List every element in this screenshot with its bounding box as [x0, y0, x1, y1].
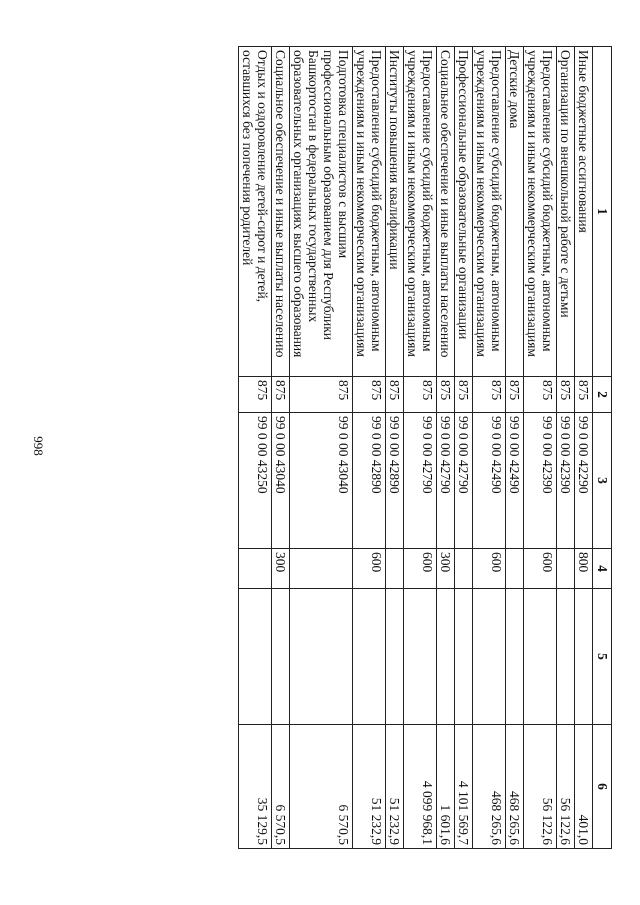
row-target-code: 99 0 00 42790	[404, 413, 437, 549]
row-amount: 6 570,5	[290, 725, 353, 849]
row-amount: 401,0	[575, 725, 593, 849]
header-col-4: 4	[593, 549, 612, 589]
row-target-code: 99 0 00 42790	[455, 413, 473, 549]
row-target-code: 99 0 00 42790	[437, 413, 455, 549]
row-ministry-code: 875	[575, 377, 593, 413]
row-ministry-code: 875	[524, 377, 557, 413]
row-target-code: 99 0 00 42390	[524, 413, 557, 549]
row-ministry-code: 875	[506, 377, 524, 413]
row-expense-type	[455, 549, 473, 589]
row-col-5	[575, 589, 593, 725]
table-row	[524, 47, 557, 849]
table-row	[272, 47, 290, 849]
row-expense-type: 300	[272, 549, 290, 589]
row-target-code: 99 0 00 42490	[506, 413, 524, 549]
row-target-code: 99 0 00 42390	[557, 413, 575, 549]
row-target-code: 99 0 00 43040	[272, 413, 290, 549]
row-col-5	[524, 589, 557, 725]
row-col-5	[437, 589, 455, 725]
row-col-5	[404, 589, 437, 725]
row-ministry-code: 875	[353, 377, 386, 413]
table-row	[386, 47, 404, 849]
row-ministry-code: 875	[272, 377, 290, 413]
table-row	[455, 47, 473, 849]
row-amount: 468 265,6	[506, 725, 524, 849]
row-expense-type	[239, 549, 272, 589]
row-col-5	[239, 589, 272, 725]
table-row	[575, 47, 593, 849]
rotated-page	[92, 46, 612, 848]
budget-table	[238, 46, 612, 849]
row-expense-type: 600	[404, 549, 437, 589]
row-amount: 56 122,6	[524, 725, 557, 849]
table-row	[557, 47, 575, 849]
row-col-5	[557, 589, 575, 725]
row-name: Предоставление субсидий бюджетным, автономным учреждениям и иным некоммерческим организациям	[524, 47, 557, 377]
row-ministry-code: 875	[473, 377, 506, 413]
row-ministry-code: 875	[404, 377, 437, 413]
row-target-code: 99 0 00 43250	[239, 413, 272, 549]
row-col-5	[353, 589, 386, 725]
row-name: Отдых и оздоровление детей-сирот и детей, оставшихся без попечения родителей	[239, 47, 272, 377]
row-ministry-code: 875	[290, 377, 353, 413]
row-ministry-code: 875	[557, 377, 575, 413]
row-amount: 35 129,5	[239, 725, 272, 849]
row-amount: 468 265,6	[473, 725, 506, 849]
table-body	[239, 47, 593, 849]
row-name: Институты повышения квалификации	[386, 47, 404, 377]
row-expense-type	[557, 549, 575, 589]
row-expense-type	[290, 549, 353, 589]
row-amount: 4 099 968,1	[404, 725, 437, 849]
row-expense-type: 600	[524, 549, 557, 589]
row-ministry-code: 875	[437, 377, 455, 413]
row-col-5	[386, 589, 404, 725]
row-name: Социальное обеспечение и иные выплаты населению	[437, 47, 455, 377]
row-expense-type: 600	[473, 549, 506, 589]
table-row	[437, 47, 455, 849]
table-row	[506, 47, 524, 849]
table-container	[92, 46, 612, 848]
table-row	[290, 47, 353, 849]
row-amount: 6 570,5	[272, 725, 290, 849]
row-name: Детские дома	[506, 47, 524, 377]
row-col-5	[290, 589, 353, 725]
row-col-5	[455, 589, 473, 725]
row-target-code: 99 0 00 42490	[473, 413, 506, 549]
row-expense-type: 800	[575, 549, 593, 589]
row-name: Предоставление субсидий бюджетным, автономным учреждениям и иным некоммерческим организациям	[353, 47, 386, 377]
row-amount: 51 232,9	[353, 725, 386, 849]
row-expense-type	[386, 549, 404, 589]
row-target-code: 99 0 00 43040	[290, 413, 353, 549]
row-expense-type	[506, 549, 524, 589]
row-name: Организации по внешкольной работе с детьми	[557, 47, 575, 377]
header-col-6: 6	[593, 725, 612, 849]
header-col-2: 2	[593, 377, 612, 413]
row-ministry-code: 875	[239, 377, 272, 413]
header-col-5: 5	[593, 589, 612, 725]
table-header-row	[593, 47, 612, 849]
row-target-code: 99 0 00 42890	[353, 413, 386, 549]
row-name: Социальное обеспечение и иные выплаты населению	[272, 47, 290, 377]
row-col-5	[272, 589, 290, 725]
row-amount: 51 232,9	[386, 725, 404, 849]
row-col-5	[506, 589, 524, 725]
row-ministry-code: 875	[386, 377, 404, 413]
row-name: Предоставление субсидий бюджетным, автономным учреждениям и иным некоммерческим организациям	[473, 47, 506, 377]
row-col-5	[473, 589, 506, 725]
row-target-code: 99 0 00 42290	[575, 413, 593, 549]
row-target-code: 99 0 00 42890	[386, 413, 404, 549]
table-row	[353, 47, 386, 849]
row-amount: 56 122,6	[557, 725, 575, 849]
row-expense-type: 300	[437, 549, 455, 589]
row-name: Иные бюджетные ассигнования	[575, 47, 593, 377]
table-row	[404, 47, 437, 849]
table-row	[239, 47, 272, 849]
table-row	[473, 47, 506, 849]
header-col-3: 3	[593, 413, 612, 549]
row-name: Подготовка специалистов с высшим профессиональным образованием для Республики Башкортостан в федеральных государственных образовательных организациях высшего образования	[290, 47, 353, 377]
row-expense-type: 600	[353, 549, 386, 589]
row-name: Предоставление субсидий бюджетным, автономным учреждениям и иным некоммерческим организациям	[404, 47, 437, 377]
page-number: 998	[31, 436, 46, 456]
row-name: Профессиональные образовательные организации	[455, 47, 473, 377]
row-amount: 4 101 569,7	[455, 725, 473, 849]
row-ministry-code: 875	[455, 377, 473, 413]
row-amount: 1 601,6	[437, 725, 455, 849]
header-col-1: 1	[593, 47, 612, 377]
